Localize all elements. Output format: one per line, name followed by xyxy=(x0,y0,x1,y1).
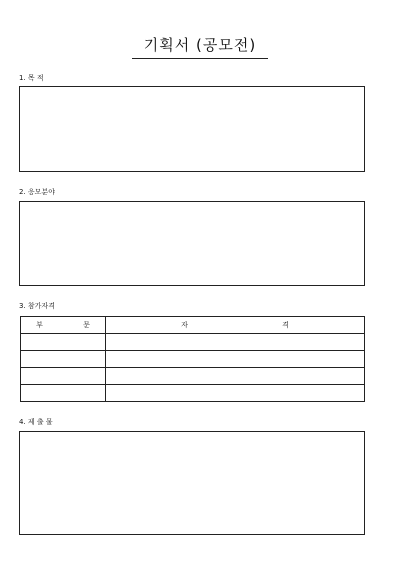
header-division: 부 문 xyxy=(21,317,106,334)
document-title-text: 기획서 (공모전) xyxy=(132,34,268,59)
section-label-category: 2. 응모분야 xyxy=(19,188,55,196)
table-row xyxy=(21,385,365,402)
division-cell[interactable] xyxy=(21,385,106,402)
document-title xyxy=(0,34,400,59)
section-label-purpose: 1. 목 적 xyxy=(19,74,44,82)
purpose-box[interactable] xyxy=(19,86,365,172)
qualification-cell[interactable] xyxy=(106,351,365,368)
division-cell[interactable] xyxy=(21,334,106,351)
table-row xyxy=(21,368,365,385)
qualification-table xyxy=(20,316,365,402)
category-box[interactable] xyxy=(19,201,365,286)
division-cell[interactable] xyxy=(21,351,106,368)
division-cell[interactable] xyxy=(21,368,106,385)
qualification-cell[interactable] xyxy=(106,368,365,385)
qualification-cell[interactable] xyxy=(106,334,365,351)
submission-box[interactable] xyxy=(19,431,365,535)
table-row xyxy=(21,334,365,351)
table-header-row xyxy=(21,317,365,334)
header-qualification: 자 격 xyxy=(106,317,365,334)
table-row xyxy=(21,351,365,368)
section-label-submission: 4. 제 출 물 xyxy=(19,418,53,426)
qualification-cell[interactable] xyxy=(106,385,365,402)
section-label-qualification: 3. 참가자격 xyxy=(19,302,55,310)
